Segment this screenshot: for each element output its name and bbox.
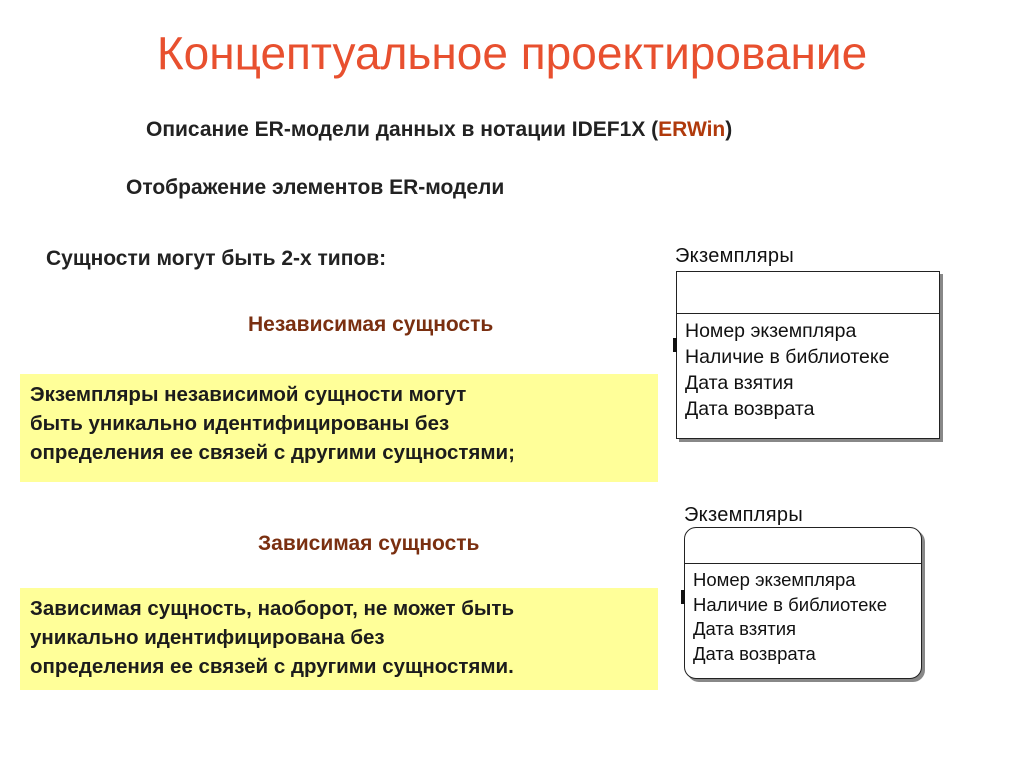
subtitle	[146, 118, 732, 142]
note-line: определения ее связей с другими сущностями;	[30, 441, 515, 464]
dependent-entity-note	[20, 588, 658, 690]
entity-key-area	[685, 528, 921, 564]
types-heading: Сущности могут быть 2-х типов:	[46, 247, 387, 270]
note-line: Зависимая сущность, наоборот, не может быть	[30, 597, 515, 620]
independent-entity-name: Экземпляры	[675, 245, 794, 267]
independent-entity-heading: Независимая сущность	[248, 313, 494, 336]
note-line: уникально идентифицирована без	[30, 626, 385, 649]
note-line: определения ее связей с другими сущностями.	[30, 655, 514, 678]
entity-attributes	[677, 314, 939, 422]
subtitle-highlight: ERWin	[658, 118, 726, 141]
entity-attribute: Дата возврата	[693, 642, 816, 664]
entity-attribute: Дата возврата	[685, 398, 815, 420]
note-line: Экземпляры независимой сущности могут	[30, 383, 467, 406]
entity-attribute: Дата взятия	[685, 372, 794, 394]
note-line: быть уникально идентифицированы без	[30, 412, 450, 435]
dependent-entity-box	[684, 527, 922, 679]
entity-key-area	[677, 272, 939, 314]
entity-attribute: Наличие в библиотеке	[693, 593, 887, 615]
subtitle-prefix: Описание ER-модели данных в нотации IDEF1X (	[146, 118, 659, 141]
dependent-entity-heading: Зависимая сущность	[258, 532, 480, 555]
entity-attribute: Номер экземпляра	[685, 320, 857, 342]
entity-attribute: Наличие в библиотеке	[685, 346, 890, 368]
connector-mark	[681, 590, 685, 604]
dependent-entity-name: Экземпляры	[684, 504, 803, 526]
entity-attribute: Дата взятия	[693, 618, 797, 639]
entity-attribute: Номер экземпляра	[693, 569, 856, 590]
display-heading: Отображение элементов ER-модели	[126, 176, 505, 199]
subtitle-suffix: )	[725, 118, 733, 141]
entity-attributes	[685, 564, 921, 666]
independent-entity-box	[676, 271, 940, 439]
independent-entity-note	[20, 374, 658, 482]
connector-mark	[673, 338, 677, 352]
page-title: Концептуальное проектирование	[156, 27, 868, 79]
